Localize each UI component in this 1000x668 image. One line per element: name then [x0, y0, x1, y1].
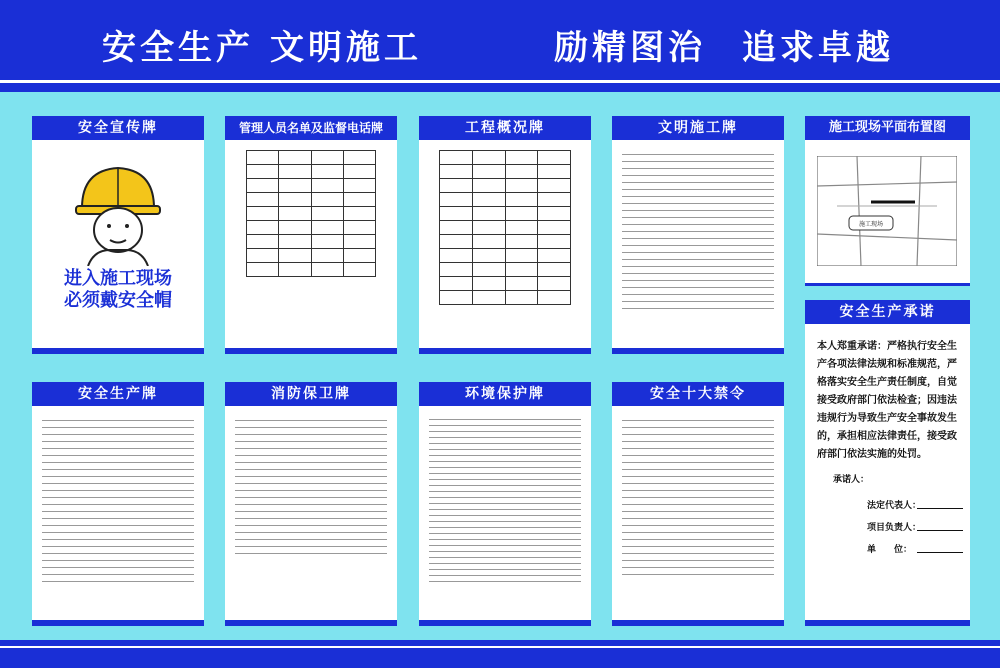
panel-footer	[419, 620, 591, 626]
header-slogan-3: 励精图治	[554, 28, 706, 68]
panel-footer	[225, 620, 397, 626]
commitment-title: 安全生产承诺	[805, 300, 970, 324]
map-site-label: 施工现场	[858, 221, 884, 228]
panel-footer	[805, 283, 970, 286]
project-overview-table	[439, 150, 571, 305]
environment-panel	[419, 382, 591, 626]
safety-promo-panel	[32, 116, 204, 354]
ten-bans-panel	[612, 382, 784, 626]
signer-label: 承诺人：	[833, 475, 870, 485]
footer-divider	[0, 646, 1000, 648]
helmet-worker-icon	[68, 156, 168, 266]
footer-band	[0, 640, 1000, 668]
header-slogan-1: 安全生产	[102, 28, 254, 68]
helmet-slogan-line2: 必须戴安全帽	[64, 290, 172, 311]
commitment-panel	[805, 300, 970, 626]
helmet-slogan-line1: 进入施工现场	[64, 268, 172, 289]
management-title: 管理人员名单及监督电话牌	[225, 116, 397, 140]
safety-promo-title: 安全宣传牌	[32, 116, 204, 140]
safety-production-body	[32, 406, 204, 596]
project-overview-title: 工程概况牌	[419, 116, 591, 140]
civilized-panel	[612, 116, 784, 354]
civilized-body	[612, 140, 784, 323]
panel-footer	[32, 620, 204, 626]
project-lead-label: 项目负责人：	[867, 523, 922, 533]
environment-body	[419, 406, 591, 595]
panel-footer	[612, 620, 784, 626]
unit-line	[917, 552, 963, 553]
panel-footer	[32, 348, 204, 354]
header-divider	[0, 80, 1000, 83]
fire-body	[225, 406, 397, 568]
site-layout-title: 施工现场平面布置图	[805, 116, 970, 140]
unit-label: 单 位：	[867, 545, 913, 555]
environment-title: 环境保护牌	[419, 382, 591, 406]
legal-rep-label: 法定代表人：	[867, 501, 922, 511]
project-lead-line	[917, 530, 963, 531]
panel-footer	[612, 348, 784, 354]
header-band	[0, 0, 1000, 92]
header-slogan-4: 追求卓越	[742, 28, 894, 68]
safety-production-title: 安全生产牌	[32, 382, 204, 406]
panel-footer	[225, 348, 397, 354]
fire-title: 消防保卫牌	[225, 382, 397, 406]
panel-footer	[805, 620, 970, 626]
commitment-text: 本人郑重承诺：严格执行安全生产各项法律法规和标准规范，严格落实安全生产责任制度，自觉接受政府部门依法检查；因违法违规行为导致生产安全事故发生的，承担相应法律责任，接受政府部门依法实施的处罚。	[817, 341, 957, 460]
management-table	[246, 150, 376, 277]
site-map	[817, 156, 957, 266]
ten-bans-body	[612, 406, 784, 589]
safety-production-panel	[32, 382, 204, 626]
civilized-title: 文明施工牌	[612, 116, 784, 140]
project-overview-panel	[419, 116, 591, 354]
site-layout-panel	[805, 116, 970, 286]
management-panel	[225, 116, 397, 354]
header-slogan-2: 文明施工	[270, 28, 422, 68]
panel-footer	[419, 348, 591, 354]
ten-bans-title: 安全十大禁令	[612, 382, 784, 406]
fire-panel	[225, 382, 397, 626]
legal-rep-line	[917, 508, 963, 509]
